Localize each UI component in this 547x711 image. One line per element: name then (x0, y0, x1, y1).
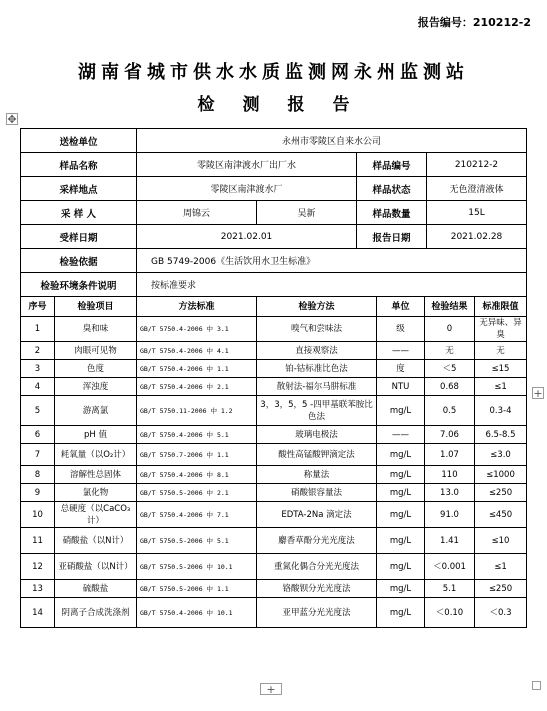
sample-name-value[interactable]: 零陵区南津渡水厂出厂水 (137, 153, 357, 177)
standard-limit-cell[interactable]: 无异味、异臭 (475, 317, 527, 342)
test-item-cell[interactable]: 浑浊度 (55, 378, 137, 396)
unit-cell[interactable]: mg/L (377, 580, 425, 598)
table-row (21, 484, 527, 502)
col-header-item: 检验项目 (55, 297, 137, 317)
site-label: 采样地点 (21, 177, 137, 201)
send-unit-label: 送检单位 (21, 129, 137, 153)
test-item-cell[interactable]: 耗氧量（以O₂计） (55, 444, 137, 466)
test-result-cell[interactable]: 7.06 (425, 426, 475, 444)
method-standard-cell[interactable]: GB/T 5750.5-2006 中 10.1 (137, 554, 257, 580)
sampler-label: 采 样 人 (21, 201, 137, 225)
quantity-value[interactable]: 15L (427, 201, 527, 225)
form-row-site (21, 177, 527, 201)
basis-value[interactable]: GB 5749-2006《生活饮用水卫生标准》 (137, 249, 527, 273)
test-result-cell[interactable]: 0 (425, 317, 475, 342)
unit-cell[interactable]: mg/L (377, 598, 425, 628)
table-row (21, 342, 527, 360)
test-method-cell[interactable]: 嗅气和尝味法 (257, 317, 377, 342)
environment-value[interactable]: 按标准要求 (137, 273, 527, 297)
method-standard-cell[interactable]: GB/T 5750.4-2006 中 5.1 (137, 426, 257, 444)
received-date-label: 受样日期 (21, 225, 137, 249)
test-result-cell[interactable]: 1.41 (425, 528, 475, 554)
method-standard-cell[interactable]: GB/T 5750.4-2006 中 4.1 (137, 342, 257, 360)
test-item-cell[interactable]: 游离氯 (55, 396, 137, 426)
standard-limit-cell[interactable]: ≤15 (475, 360, 527, 378)
method-standard-cell[interactable]: GB/T 5750.4-2006 中 7.1 (137, 502, 257, 528)
unit-cell[interactable]: 度 (377, 360, 425, 378)
method-standard-cell[interactable]: GB/T 5750.5-2006 中 5.1 (137, 528, 257, 554)
test-method-cell[interactable]: 直接观察法 (257, 342, 377, 360)
table-row (21, 360, 527, 378)
unit-cell[interactable]: mg/L (377, 528, 425, 554)
table-resize-handle-icon[interactable] (532, 681, 541, 690)
add-column-plus-icon[interactable]: + (533, 387, 543, 400)
test-method-cell[interactable]: 麝香草酚分光光度法 (257, 528, 377, 554)
table-row (21, 598, 527, 628)
standard-limit-cell[interactable]: 0.3-4 (475, 396, 527, 426)
table-header-row (21, 297, 527, 317)
test-item-cell[interactable]: pH 值 (55, 426, 137, 444)
test-method-cell[interactable]: 散射法-福尔马肼标准 (257, 378, 377, 396)
unit-cell[interactable]: mg/L (377, 466, 425, 484)
row-number-cell[interactable]: 6 (21, 426, 55, 444)
unit-cell[interactable]: mg/L (377, 396, 425, 426)
received-date-value[interactable]: 2021.02.01 (137, 225, 357, 249)
col-header-unit: 单位 (377, 297, 425, 317)
form-row-sample-name (21, 153, 527, 177)
test-results-table (20, 296, 527, 628)
table-move-handle-icon[interactable]: ✥ (7, 113, 17, 126)
test-method-cell[interactable]: 铂-钴标准比色法 (257, 360, 377, 378)
standard-limit-cell[interactable]: ≤1 (475, 378, 527, 396)
standard-limit-cell[interactable]: ≤3.0 (475, 444, 527, 466)
test-result-cell[interactable]: 0.5 (425, 396, 475, 426)
sample-name-label: 样品名称 (21, 153, 137, 177)
col-header-result: 检验结果 (425, 297, 475, 317)
table-row (21, 554, 527, 580)
col-header-standard: 方法标准 (137, 297, 257, 317)
test-method-cell[interactable]: 重氮化偶合分光光度法 (257, 554, 377, 580)
row-number-cell[interactable]: 2 (21, 342, 55, 360)
row-number-cell[interactable]: 8 (21, 466, 55, 484)
method-standard-cell[interactable]: GB/T 5750.4-2006 中 8.1 (137, 466, 257, 484)
standard-limit-cell[interactable]: ≤1000 (475, 466, 527, 484)
unit-cell[interactable]: 级 (377, 317, 425, 342)
row-number-cell[interactable]: 1 (21, 317, 55, 342)
test-item-cell[interactable]: 亚硝酸盐（以N计） (55, 554, 137, 580)
col-header-limit: 标准限值 (475, 297, 527, 317)
form-row-basis (21, 249, 527, 273)
col-header-method: 检验方法 (257, 297, 377, 317)
table-row (21, 580, 527, 598)
test-result-cell[interactable]: 1.07 (425, 444, 475, 466)
table-row (21, 396, 527, 426)
table-row (21, 426, 527, 444)
unit-cell[interactable]: mg/L (377, 484, 425, 502)
test-result-cell[interactable]: ＜0.10 (425, 598, 475, 628)
table-row (21, 466, 527, 484)
col-header-no: 序号 (21, 297, 55, 317)
test-item-cell[interactable]: 臭和味 (55, 317, 137, 342)
sampler-2-value[interactable]: 吴新 (257, 201, 357, 225)
row-number-cell[interactable]: 10 (21, 502, 55, 528)
row-number-cell[interactable]: 3 (21, 360, 55, 378)
test-result-cell[interactable]: ＜5 (425, 360, 475, 378)
sample-no-label: 样品编号 (357, 153, 427, 177)
method-standard-cell[interactable]: GB/T 5750.11-2006 中 1.2 (137, 396, 257, 426)
state-value[interactable]: 无色澄清液体 (427, 177, 527, 201)
row-number-cell[interactable]: 12 (21, 554, 55, 580)
table-row (21, 444, 527, 466)
report-title-org: 湖南省城市供水水质监测网永州监测站 (78, 62, 469, 83)
state-label: 样品状态 (357, 177, 427, 201)
test-result-cell[interactable]: 110 (425, 466, 475, 484)
standard-limit-cell[interactable]: 无 (475, 342, 527, 360)
row-number-cell[interactable]: 11 (21, 528, 55, 554)
row-number-cell[interactable]: 9 (21, 484, 55, 502)
form-row-send-unit (21, 129, 527, 153)
row-number-cell[interactable]: 7 (21, 444, 55, 466)
test-result-cell[interactable]: 5.1 (425, 580, 475, 598)
unit-cell[interactable]: —— (377, 426, 425, 444)
sample-no-value[interactable]: 210212-2 (427, 153, 527, 177)
test-item-cell[interactable]: 色度 (55, 360, 137, 378)
standard-limit-cell[interactable]: ＜0.3 (475, 598, 527, 628)
test-method-cell[interactable]: 玻璃电极法 (257, 426, 377, 444)
form-row-dates (21, 225, 527, 249)
test-method-cell[interactable]: 铬酸钡分光光度法 (257, 580, 377, 598)
sampler-1-value[interactable]: 周锦云 (137, 201, 257, 225)
test-result-cell[interactable]: 无 (425, 342, 475, 360)
unit-cell[interactable]: —— (377, 342, 425, 360)
standard-limit-cell[interactable]: ≤450 (475, 502, 527, 528)
report-number: 报告编号：210212-2 (417, 16, 531, 29)
test-method-cell[interactable]: 称量法 (257, 466, 377, 484)
form-row-environment (21, 273, 527, 297)
test-result-cell[interactable]: 91.0 (425, 502, 475, 528)
test-result-cell[interactable]: ＜0.001 (425, 554, 475, 580)
table-row (21, 378, 527, 396)
test-result-cell[interactable]: 0.68 (425, 378, 475, 396)
method-standard-cell[interactable]: GB/T 5750.5-2006 中 1.1 (137, 580, 257, 598)
table-row (21, 317, 527, 342)
sample-info-table (20, 128, 527, 297)
test-item-cell[interactable]: 溶解性总固体 (55, 466, 137, 484)
unit-cell[interactable]: mg/L (377, 554, 425, 580)
test-method-cell[interactable]: 硝酸银容量法 (257, 484, 377, 502)
environment-label: 检验环境条件说明 (21, 273, 137, 297)
add-row-plus-icon[interactable]: + (260, 683, 282, 695)
table-row (21, 502, 527, 528)
test-method-cell[interactable]: 亚甲蓝分光光度法 (257, 598, 377, 628)
row-number-cell[interactable]: 5 (21, 396, 55, 426)
method-standard-cell[interactable]: GB/T 5750.4-2006 中 2.1 (137, 378, 257, 396)
unit-cell[interactable]: mg/L (377, 502, 425, 528)
report-title: 检测报告 (197, 95, 378, 115)
method-standard-cell[interactable]: GB/T 5750.7-2006 中 1.1 (137, 444, 257, 466)
method-standard-cell[interactable]: GB/T 5750.4-2006 中 10.1 (137, 598, 257, 628)
standard-limit-cell[interactable]: ≤250 (475, 484, 527, 502)
unit-cell[interactable]: mg/L (377, 444, 425, 466)
standard-limit-cell[interactable]: 6.5-8.5 (475, 426, 527, 444)
method-standard-cell[interactable]: GB/T 5750.5-2006 中 2.1 (137, 484, 257, 502)
quantity-label: 样品数量 (357, 201, 427, 225)
standard-limit-cell[interactable]: ≤1 (475, 554, 527, 580)
unit-cell[interactable]: NTU (377, 378, 425, 396)
table-row (21, 528, 527, 554)
test-item-cell[interactable]: 氯化物 (55, 484, 137, 502)
standard-limit-cell[interactable]: ≤250 (475, 580, 527, 598)
test-result-cell[interactable]: 13.0 (425, 484, 475, 502)
row-number-cell[interactable]: 14 (21, 598, 55, 628)
test-item-cell[interactable]: 肉眼可见物 (55, 342, 137, 360)
test-item-cell[interactable]: 硝酸盐（以N计） (55, 528, 137, 554)
form-row-sampler (21, 201, 527, 225)
site-value[interactable]: 零陵区南津渡水厂 (137, 177, 357, 201)
row-number-cell[interactable]: 13 (21, 580, 55, 598)
method-standard-cell[interactable]: GB/T 5750.4-2006 中 1.1 (137, 360, 257, 378)
test-method-cell[interactable]: 3，3，5，5 -四甲基联苯胺比色法 (257, 396, 377, 426)
send-unit-value[interactable]: 永州市零陵区自来水公司 (137, 129, 527, 153)
test-item-cell[interactable]: 硫酸盐 (55, 580, 137, 598)
method-standard-cell[interactable]: GB/T 5750.4-2006 中 3.1 (137, 317, 257, 342)
test-method-cell[interactable]: 酸性高锰酸钾滴定法 (257, 444, 377, 466)
basis-label: 检验依据 (21, 249, 137, 273)
report-date-value[interactable]: 2021.02.28 (427, 225, 527, 249)
report-date-label: 报告日期 (357, 225, 427, 249)
test-item-cell[interactable]: 总硬度（以CaCO₃计） (55, 502, 137, 528)
row-number-cell[interactable]: 4 (21, 378, 55, 396)
standard-limit-cell[interactable]: ≤10 (475, 528, 527, 554)
test-item-cell[interactable]: 阴离子合成洗涤剂 (55, 598, 137, 628)
test-method-cell[interactable]: EDTA-2Na 滴定法 (257, 502, 377, 528)
